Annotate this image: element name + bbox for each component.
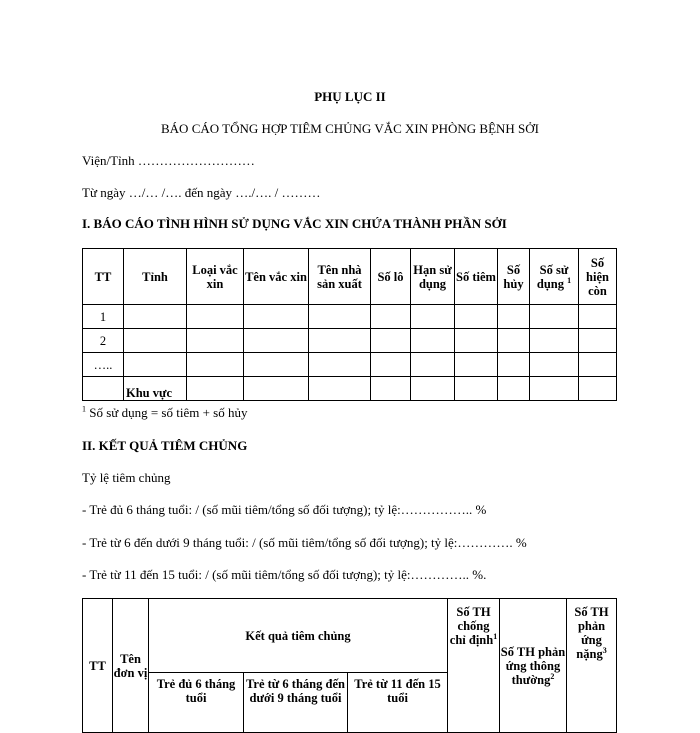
col-header-label: Số sử dụng [536, 262, 569, 291]
table-cell [530, 377, 579, 401]
date-line: Từ ngày …/… /…. đến ngày …./…. / ……… [82, 185, 321, 200]
table-row [83, 329, 617, 353]
table-cell [530, 353, 579, 377]
footnote-marker: 1 [567, 275, 572, 285]
col-header: Tên vắc xin [244, 249, 309, 305]
col-header-label: Số TH chống chỉ định [449, 605, 494, 647]
footnote-text: Số sử dụng = số tiêm + số hủy [89, 405, 248, 420]
table-cell [187, 305, 244, 329]
report-title: BÁO CÁO TỔNG HỢP TIÊM CHỦNG VẮC XIN PHÒNG BỆNH SỞI [161, 121, 539, 136]
rate-heading: Tỷ lệ tiêm chủng [82, 470, 171, 485]
table-cell [371, 353, 411, 377]
org-line: Viện/Tỉnh ……………………… [82, 153, 255, 168]
table-cell [455, 353, 498, 377]
table-cell [579, 353, 617, 377]
table-cell [187, 353, 244, 377]
col-header-tt: TT [83, 599, 113, 733]
table-cell [530, 329, 579, 353]
row-number: ….. [83, 353, 124, 377]
table-cell [498, 353, 530, 377]
col-header: Loại vắc xin [187, 249, 244, 305]
footnote-marker: 1 [493, 631, 498, 641]
row-number: 1 [83, 305, 124, 329]
col-header: TT [83, 249, 124, 305]
rate-line-11-15-years: - Trẻ từ 11 đến 15 tuổi: / (số mũi tiêm/tổng số đối tượng); tỷ lệ:………….. %. [82, 567, 487, 582]
table-cell [309, 305, 371, 329]
table-cell [244, 377, 309, 401]
table-row [83, 377, 617, 401]
table-cell [530, 305, 579, 329]
row-number [83, 377, 124, 401]
footnote-marker: 3 [602, 645, 607, 655]
section1-title: I. BÁO CÁO TÌNH HÌNH SỬ DỤNG VẮC XIN CHỨA THÀNH PHẦN SỞI [82, 216, 507, 231]
footnote-marker: 2 [550, 671, 555, 681]
table-cell [579, 305, 617, 329]
table-cell [498, 329, 530, 353]
col-header: Tên nhà sản xuất [309, 249, 371, 305]
vaccination-results-table [82, 598, 617, 733]
table-cell [498, 377, 530, 401]
rate-line-6-9-months: - Trẻ từ 6 đến dưới 9 tháng tuổi: / (số mũi tiêm/tổng số đối tượng); tỷ lệ:…………. % [82, 535, 527, 550]
subheader-11-15-years: Trẻ từ 11 đến 15 tuổi [348, 673, 448, 733]
col-header-contraindication [448, 599, 500, 733]
table-cell [371, 305, 411, 329]
table-cell [579, 377, 617, 401]
table-header-row [83, 599, 617, 673]
col-header-normal-reaction [500, 599, 567, 733]
col-header: Hạn sử dụng [411, 249, 455, 305]
region-cell: Khu vực [124, 377, 187, 401]
section2-title: II. KẾT QUẢ TIÊM CHỦNG [82, 438, 248, 453]
col-header-unit: Tên đơn vị [113, 599, 149, 733]
rate-line-6-months: - Trẻ đủ 6 tháng tuổi: / (số mũi tiêm/tổng số đối tượng); tỷ lệ:…………….. % [82, 502, 487, 517]
table-cell [411, 353, 455, 377]
table-cell [124, 329, 187, 353]
table-cell [411, 329, 455, 353]
table-cell [371, 377, 411, 401]
table-cell [371, 329, 411, 353]
table-cell [187, 329, 244, 353]
table-cell [455, 329, 498, 353]
col-header: Số hủy [498, 249, 530, 305]
col-header: Số lô [371, 249, 411, 305]
table-cell [579, 329, 617, 353]
col-header-severe-reaction [567, 599, 617, 733]
footnote [82, 405, 247, 421]
table-cell [244, 353, 309, 377]
row-number: 2 [83, 329, 124, 353]
table-cell [455, 377, 498, 401]
subheader-6-months: Trẻ đủ 6 tháng tuổi [149, 673, 244, 733]
col-header: Số hiện còn [579, 249, 617, 305]
col-header [530, 249, 579, 305]
col-header-label: Số TH phản ứng thông thường [500, 644, 566, 687]
table-cell [411, 305, 455, 329]
table-cell [124, 353, 187, 377]
col-header: Tỉnh [124, 249, 187, 305]
footnote-marker: 1 [82, 404, 86, 414]
col-header-result: Kết quả tiêm chủng [149, 599, 448, 673]
table-cell [309, 329, 371, 353]
col-header: Số tiêm [455, 249, 498, 305]
vaccine-usage-table [82, 248, 617, 401]
table-cell [187, 377, 244, 401]
table-cell [309, 377, 371, 401]
table-cell [411, 377, 455, 401]
appendix-heading: PHỤ LỤC II [314, 89, 386, 104]
table-header-row [83, 249, 617, 305]
table-cell [455, 305, 498, 329]
table-row [83, 353, 617, 377]
table-cell [309, 353, 371, 377]
col-header-label: Số TH phản ứng nặng [574, 605, 609, 661]
table-row [83, 305, 617, 329]
table-cell [244, 329, 309, 353]
table-cell [244, 305, 309, 329]
table-cell [498, 305, 530, 329]
table-cell [124, 305, 187, 329]
subheader-6-9-months: Trẻ từ 6 tháng đến dưới 9 tháng tuổi [244, 673, 348, 733]
